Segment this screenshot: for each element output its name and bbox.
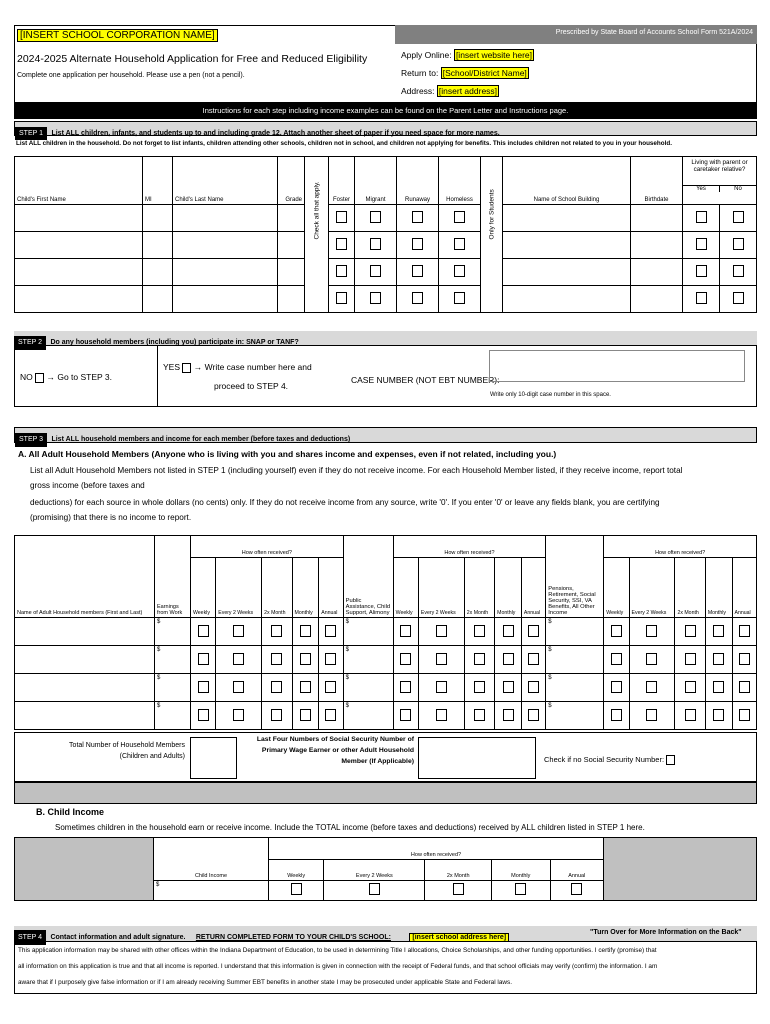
freq-2xmonth: 2x Month	[262, 558, 292, 618]
yes-label: YES	[163, 362, 181, 372]
address-label: Address:	[401, 86, 435, 96]
adult-name-input[interactable]	[15, 646, 155, 674]
public-monthly-checkbox[interactable]	[503, 709, 514, 721]
freq-2weeks: Every 2 Weeks	[629, 558, 675, 618]
child-income-left-gray	[15, 838, 153, 900]
step4-para2: all information on this application is true and that all income is reported. I understand that this information is given in connection with the receipt of Federal funds, and that school officials may verify (confirm) the information. I am	[18, 963, 658, 970]
no-ssn-label: Check if no Social Security Number:	[544, 755, 665, 764]
earnings-annual-checkbox[interactable]	[325, 653, 336, 665]
table-row	[15, 259, 757, 286]
living-no-checkbox[interactable]	[733, 292, 744, 304]
runaway-checkbox[interactable]	[412, 238, 423, 250]
earnings-annual-checkbox[interactable]	[325, 625, 336, 637]
step2-no	[20, 372, 112, 383]
public-weekly-checkbox[interactable]	[400, 653, 411, 665]
step2-heading-row	[14, 331, 757, 346]
earnings-2weeks-checkbox[interactable]	[233, 625, 244, 637]
public-2xmonth-checkbox[interactable]	[474, 681, 485, 693]
table-row	[15, 232, 757, 259]
step4-para3: aware that if I purposely give false information or if I am already receiving Summer EBT benefits in another state I may be prosecuted under applicable State and Federal laws.	[18, 979, 512, 986]
pensions-2xmonth-checkbox[interactable]	[685, 625, 696, 637]
col-last-name: Child's Last Name	[173, 157, 278, 205]
check-all-label: Check all that apply.	[313, 181, 320, 240]
earnings-2weeks-checkbox[interactable]	[233, 709, 244, 721]
public-annual-checkbox[interactable]	[528, 653, 539, 665]
school-input[interactable]	[503, 232, 631, 259]
birthdate-input[interactable]	[631, 232, 683, 259]
yes-arrow: → Write case number here and	[193, 362, 312, 372]
homeless-checkbox[interactable]	[454, 211, 465, 223]
col-grade: Grade	[278, 157, 305, 205]
public-2weeks-checkbox[interactable]	[436, 653, 447, 665]
child-monthly-checkbox[interactable]	[515, 883, 526, 895]
child-last-input[interactable]	[173, 286, 278, 313]
child-income-label: Child Income	[154, 838, 269, 881]
how-often-1: How often received?	[191, 536, 344, 558]
living-yes-checkbox[interactable]	[696, 265, 707, 277]
child-income-table	[153, 837, 604, 901]
freq-annual: Annual	[521, 558, 545, 618]
child-2weeks-checkbox[interactable]	[369, 883, 380, 895]
step4-heading: Contact information and adult signature.	[50, 934, 186, 941]
return-value[interactable]: [School/District Name]	[442, 68, 527, 78]
step3b-title: B. Child Income	[36, 807, 105, 817]
col-migrant: Migrant	[355, 157, 397, 205]
address	[401, 86, 499, 96]
foster-checkbox[interactable]	[336, 211, 347, 223]
freq-2xmonth: 2x Month	[675, 558, 705, 618]
freq-2weeks: Every 2 Weeks	[418, 558, 464, 618]
pensions-weekly-checkbox[interactable]	[611, 681, 622, 693]
apply-label: Apply Online:	[401, 50, 452, 60]
child-grade-input[interactable]	[278, 259, 305, 286]
school-input[interactable]	[503, 259, 631, 286]
col-school: Name of School Building	[503, 157, 631, 205]
child-last-input[interactable]	[173, 232, 278, 259]
total-members-input[interactable]	[190, 737, 237, 779]
child-first-input[interactable]	[15, 232, 143, 259]
public-2weeks-checkbox[interactable]	[436, 681, 447, 693]
migrant-checkbox[interactable]	[370, 211, 381, 223]
public-weekly-checkbox[interactable]	[400, 625, 411, 637]
step2-heading: Do any household members (including you) participate in: SNAP or TANF?	[50, 339, 299, 346]
earnings-monthly-checkbox[interactable]	[300, 653, 311, 665]
public-annual-checkbox[interactable]	[528, 681, 539, 693]
public-monthly-checkbox[interactable]	[503, 681, 514, 693]
child-freq-annual: Annual	[550, 860, 603, 880]
birthdate-input[interactable]	[631, 286, 683, 313]
birthdate-input[interactable]	[631, 259, 683, 286]
address-value[interactable]: [insert address]	[438, 86, 498, 96]
yes-checkbox[interactable]	[182, 363, 191, 373]
pensions-2weeks-checkbox[interactable]	[646, 625, 657, 637]
table-row	[15, 674, 757, 702]
child-freq-weekly: Weekly	[269, 860, 324, 880]
step3b-text: Sometimes children in the household earn or receive income. Include the TOTAL income (before taxes and deductions) received by ALL children listed in STEP 1 here.	[55, 823, 645, 832]
how-often-3: How often received?	[604, 536, 757, 558]
public-input[interactable]: $	[343, 618, 393, 646]
child-first-input[interactable]	[15, 286, 143, 313]
step3-tag: STEP 3	[15, 433, 47, 447]
public-monthly-checkbox[interactable]	[503, 653, 514, 665]
public-2xmonth-checkbox[interactable]	[474, 625, 485, 637]
school-address[interactable]: [insert school address here]	[409, 933, 509, 942]
child-annual-checkbox[interactable]	[571, 883, 582, 895]
earnings-weekly-checkbox[interactable]	[198, 625, 209, 637]
pensions-2xmonth-checkbox[interactable]	[685, 709, 696, 721]
living-yes: Yes	[683, 186, 720, 192]
pensions-annual-checkbox[interactable]	[739, 625, 750, 637]
total-label-line2: (Children and Adults)	[119, 753, 185, 760]
homeless-checkbox[interactable]	[454, 265, 465, 277]
earnings-2weeks-checkbox[interactable]	[233, 653, 244, 665]
apply-value[interactable]: [insert website here]	[455, 50, 533, 60]
ssn-line2: Primary Wage Earner or other Adult Household	[261, 747, 414, 754]
pensions-monthly-checkbox[interactable]	[713, 653, 724, 665]
freq-annual: Annual	[732, 558, 756, 618]
corp-name[interactable]: [INSERT SCHOOL CORPORATION NAME]	[17, 29, 218, 42]
return-form: RETURN COMPLETED FORM TO YOUR CHILD'S SCHOOL:	[195, 934, 391, 941]
pensions-2weeks-checkbox[interactable]	[646, 653, 657, 665]
public-input[interactable]: $	[343, 674, 393, 702]
child-first-input[interactable]	[15, 205, 143, 232]
child-mi-input[interactable]	[143, 232, 173, 259]
living-no-checkbox[interactable]	[733, 265, 744, 277]
pensions-2weeks-checkbox[interactable]	[646, 709, 657, 721]
migrant-checkbox[interactable]	[370, 265, 381, 277]
earnings-input[interactable]: $	[155, 618, 191, 646]
case-label: CASE NUMBER (NOT EBT NUMBER):	[351, 375, 500, 385]
public-annual-checkbox[interactable]	[528, 625, 539, 637]
case-note: Write only 10-digit case number in this space.	[490, 392, 611, 398]
prescribed-text: Prescribed by State Board of Accounts School Form 521A/2024	[555, 29, 753, 36]
freq-2xmonth: 2x Month	[464, 558, 494, 618]
pensions-weekly-checkbox[interactable]	[611, 653, 622, 665]
turn-over: "Turn Over for More Information on the Back"	[590, 929, 742, 936]
public-2weeks-checkbox[interactable]	[436, 709, 447, 721]
ssn-label	[240, 736, 414, 765]
public-annual-checkbox[interactable]	[528, 709, 539, 721]
return-to	[401, 68, 529, 78]
step1-heading: List ALL children, infants, and students up to and including grade 12. Attach another sheet of paper if you need space for more names.	[51, 130, 500, 137]
pensions-weekly-checkbox[interactable]	[611, 625, 622, 637]
foster-checkbox[interactable]	[336, 238, 347, 250]
child-freq-2xmonth: 2x Month	[425, 860, 492, 880]
freq-2weeks: Every 2 Weeks	[216, 558, 262, 618]
child-income-input[interactable]: $	[154, 880, 269, 900]
living-no-checkbox[interactable]	[733, 211, 744, 223]
freq-weekly: Weekly	[191, 558, 216, 618]
public-weekly-checkbox[interactable]	[400, 681, 411, 693]
earnings-2xmonth-checkbox[interactable]	[271, 709, 282, 721]
earnings-input[interactable]: $	[155, 674, 191, 702]
freq-annual: Annual	[319, 558, 343, 618]
freq-weekly: Weekly	[604, 558, 629, 618]
pensions-annual-checkbox[interactable]	[739, 681, 750, 693]
pensions-input[interactable]: $	[546, 674, 604, 702]
no-ssn-checkbox[interactable]	[666, 755, 675, 765]
col-pensions: Pensions, Retirement, Social Security, SSI, VA Benefits, All Other Income	[546, 536, 604, 618]
runaway-checkbox[interactable]	[412, 265, 423, 277]
adult-income-table	[14, 535, 757, 730]
earnings-2xmonth-checkbox[interactable]	[271, 625, 282, 637]
child-last-input[interactable]	[173, 259, 278, 286]
earnings-monthly-checkbox[interactable]	[300, 625, 311, 637]
child-grade-input[interactable]	[278, 205, 305, 232]
living-yes-checkbox[interactable]	[696, 211, 707, 223]
child-freq-monthly: Monthly	[492, 860, 551, 880]
table-row	[15, 702, 757, 730]
freq-weekly: Weekly	[393, 558, 418, 618]
earnings-annual-checkbox[interactable]	[325, 709, 336, 721]
earnings-monthly-checkbox[interactable]	[300, 709, 311, 721]
table-row	[15, 205, 757, 232]
school-input[interactable]	[503, 205, 631, 232]
col-check-all	[305, 157, 329, 313]
case-number-input[interactable]	[489, 350, 745, 382]
child-grade-input[interactable]	[278, 286, 305, 313]
yes-arrow2: proceed to STEP 4.	[214, 381, 289, 391]
total-members-label	[40, 742, 185, 760]
ssn-line3: Member (If Applicable)	[341, 758, 414, 765]
foster-checkbox[interactable]	[336, 265, 347, 277]
earnings-weekly-checkbox[interactable]	[198, 709, 209, 721]
step3-heading-row	[14, 427, 757, 443]
child-weekly-checkbox[interactable]	[291, 883, 302, 895]
step1-heading-row	[14, 121, 757, 136]
pensions-2xmonth-checkbox[interactable]	[685, 653, 696, 665]
public-input[interactable]: $	[343, 646, 393, 674]
col-adult-name: Name of Adult Household members (First and Last)	[15, 536, 155, 618]
earnings-2xmonth-checkbox[interactable]	[271, 653, 282, 665]
child-2xmonth-checkbox[interactable]	[453, 883, 464, 895]
col-birthdate: Birthdate	[631, 157, 683, 205]
living-yes-checkbox[interactable]	[696, 292, 707, 304]
step2-divider	[157, 346, 158, 407]
child-mi-input[interactable]	[143, 286, 173, 313]
public-monthly-checkbox[interactable]	[503, 625, 514, 637]
pensions-monthly-checkbox[interactable]	[713, 681, 724, 693]
school-input[interactable]	[503, 286, 631, 313]
pensions-annual-checkbox[interactable]	[739, 709, 750, 721]
pensions-monthly-checkbox[interactable]	[713, 709, 724, 721]
how-often-2: How often received?	[393, 536, 546, 558]
table-row	[154, 880, 604, 900]
page-subtitle: Complete one application per household. Please use a pen (not a pencil).	[17, 72, 245, 79]
ssn-line1: Last Four Numbers of Social Security Number of	[256, 736, 414, 743]
step3a-text4: (promising) that there is no income to report.	[30, 513, 192, 522]
total-label-line1: Total Number of Household Members	[69, 742, 185, 749]
pensions-2xmonth-checkbox[interactable]	[685, 681, 696, 693]
col-students-only	[481, 157, 503, 313]
students-only-label: Only for Students	[488, 189, 495, 240]
pensions-annual-checkbox[interactable]	[739, 653, 750, 665]
step1-note: List ALL children in the household. Do not forget to list infants, children attending other schools, children not in school, and children not applying for benefits. This includes children not related to you in your household.	[16, 140, 672, 147]
instructions-bar: Instructions for each step including income examples can be found on the Parent Letter and Instructions page.	[14, 103, 757, 119]
foster-checkbox[interactable]	[336, 292, 347, 304]
table-row	[15, 286, 757, 313]
step1-table	[14, 156, 757, 313]
earnings-input[interactable]: $	[155, 702, 191, 730]
public-weekly-checkbox[interactable]	[400, 709, 411, 721]
col-runaway: Runaway	[397, 157, 439, 205]
earnings-monthly-checkbox[interactable]	[300, 681, 311, 693]
pensions-input[interactable]: $	[546, 646, 604, 674]
freq-monthly: Monthly	[495, 558, 522, 618]
adult-name-input[interactable]	[15, 674, 155, 702]
gray-spacer	[14, 782, 757, 804]
earnings-input[interactable]: $	[155, 646, 191, 674]
living-no-checkbox[interactable]	[733, 238, 744, 250]
apply-online	[401, 50, 534, 60]
child-income-right-gray	[604, 838, 756, 900]
public-2xmonth-checkbox[interactable]	[474, 709, 485, 721]
child-first-input[interactable]	[15, 259, 143, 286]
earnings-2xmonth-checkbox[interactable]	[271, 681, 282, 693]
table-row	[15, 618, 757, 646]
earnings-2weeks-checkbox[interactable]	[233, 681, 244, 693]
adult-name-input[interactable]	[15, 618, 155, 646]
pensions-input[interactable]: $	[546, 618, 604, 646]
step4-para1: This application information may be shared with other offices within the Indiana Department of Education, to be used in determining Title I allocations, Choice Scholarships, and other funding opportunities. I certify (promise) that	[18, 947, 657, 954]
earnings-weekly-checkbox[interactable]	[198, 681, 209, 693]
pensions-2weeks-checkbox[interactable]	[646, 681, 657, 693]
return-label: Return to:	[401, 68, 439, 78]
living-no: No	[734, 186, 742, 192]
step3a-text1: List all Adult Household Members not listed in STEP 1 (including yourself) even if they do not receive income. For each Household Member listed, if they receive income, report total	[30, 466, 683, 475]
child-mi-input[interactable]	[143, 205, 173, 232]
step3a-text3: deductions) for each source in whole dollars (no cents) only. If they do not receive income from any source, write '0'. If you enter '0' or leave any fields blank, you are certifying	[30, 498, 660, 507]
child-last-input[interactable]	[173, 205, 278, 232]
no-arrow: → Go to STEP 3.	[46, 372, 113, 382]
living-label: Living with parent or caretaker relative?	[691, 159, 748, 173]
step3a-text2: gross income (before taxes and	[30, 481, 145, 490]
public-2xmonth-checkbox[interactable]	[474, 653, 485, 665]
col-homeless: Homeless	[439, 157, 481, 205]
ssn-input[interactable]	[418, 737, 536, 779]
step3-heading: List ALL household members and income for each member (before taxes and deductions)	[51, 436, 351, 443]
pensions-monthly-checkbox[interactable]	[713, 625, 724, 637]
public-input[interactable]: $	[343, 702, 393, 730]
homeless-checkbox[interactable]	[454, 238, 465, 250]
step3a-title: A. All Adult Household Members (Anyone who is living with you and shares income and expenses, even if not related, including you.)	[18, 449, 557, 459]
child-mi-input[interactable]	[143, 259, 173, 286]
adult-name-input[interactable]	[15, 702, 155, 730]
page-title: 2024-2025 Alternate Household Application for Free and Reduced Eligibility	[17, 53, 368, 65]
homeless-checkbox[interactable]	[454, 292, 465, 304]
living-yes-checkbox[interactable]	[696, 238, 707, 250]
table-row	[15, 646, 757, 674]
birthdate-input[interactable]	[631, 205, 683, 232]
pensions-input[interactable]: $	[546, 702, 604, 730]
col-living	[683, 157, 757, 205]
col-public-assistance: Public Assistance, Child Support, Alimony	[343, 536, 393, 618]
runaway-checkbox[interactable]	[412, 292, 423, 304]
step4-tag: STEP 4	[14, 930, 46, 945]
child-how-often: How often received?	[269, 838, 604, 860]
step2-yes	[163, 362, 312, 373]
col-mi: MI	[143, 157, 173, 205]
freq-monthly: Monthly	[292, 558, 319, 618]
child-grade-input[interactable]	[278, 232, 305, 259]
col-first-name: Child's First Name	[15, 157, 143, 205]
earnings-weekly-checkbox[interactable]	[198, 653, 209, 665]
public-2weeks-checkbox[interactable]	[436, 625, 447, 637]
no-ssn	[544, 755, 675, 765]
runaway-checkbox[interactable]	[412, 211, 423, 223]
col-earnings: Earnings from Work	[155, 536, 191, 618]
child-freq-2weeks: Every 2 Weeks	[324, 860, 425, 880]
step1-tag: STEP 1	[15, 127, 47, 140]
step2-tag: STEP 2	[14, 336, 46, 350]
freq-monthly: Monthly	[705, 558, 732, 618]
no-label: NO	[20, 372, 33, 382]
no-checkbox[interactable]	[35, 373, 44, 383]
earnings-annual-checkbox[interactable]	[325, 681, 336, 693]
pensions-weekly-checkbox[interactable]	[611, 709, 622, 721]
migrant-checkbox[interactable]	[370, 238, 381, 250]
col-foster: Foster	[329, 157, 355, 205]
migrant-checkbox[interactable]	[370, 292, 381, 304]
